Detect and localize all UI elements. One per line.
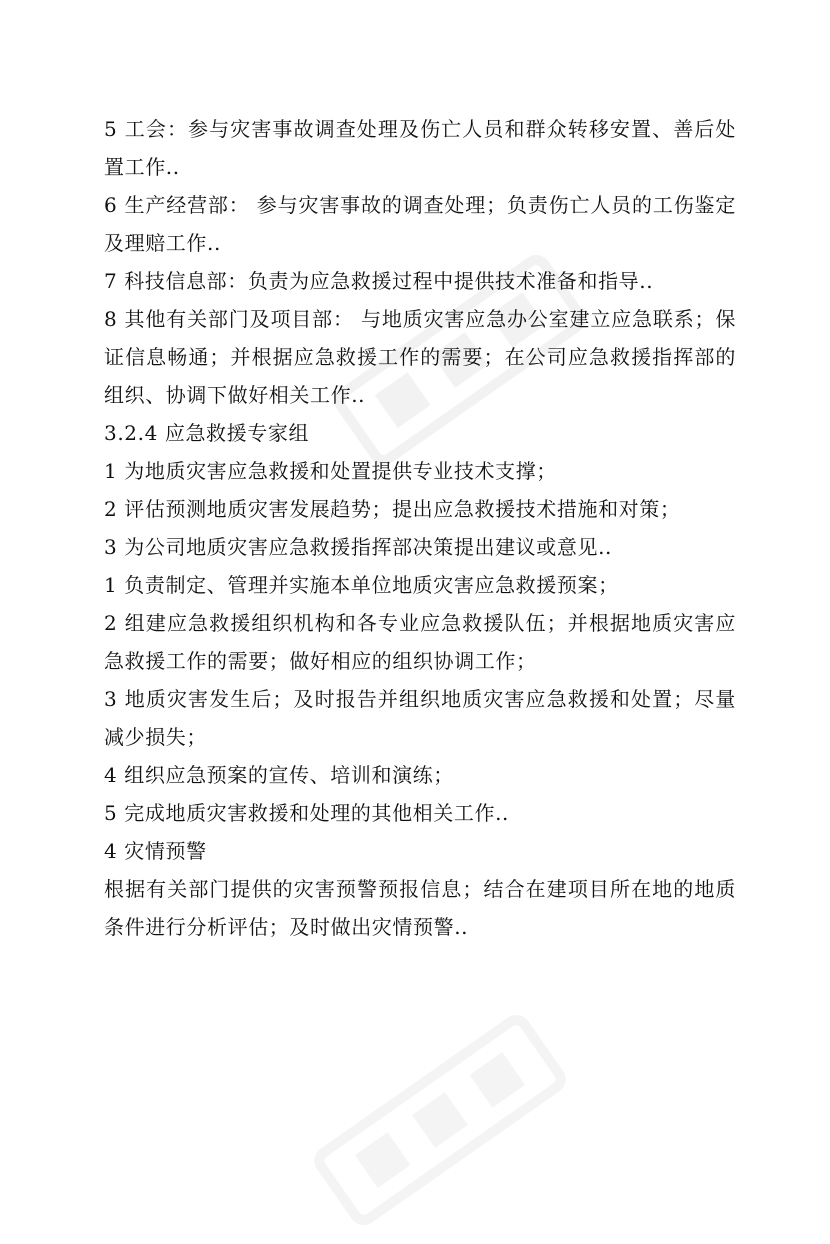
paragraph-duty-5: 5 完成地质灾害救援和处理的其他相关工作..	[104, 801, 509, 825]
paragraph-warning: 根据有关部门提供的灾害预警预报信息；结合在建项目所在地的地质条件进行分析评估；及时做出灾情预警..	[104, 877, 736, 939]
paragraph-other-departments: 8 其他有关部门及项目部： 与地质灾害应急办公室建立应急联系；保证信息畅通；并根据应急救援工作的需要；在公司应急救援指挥部的组织、协调下做好相关工作..	[104, 307, 736, 407]
paragraph-tech-info: 7 科技信息部：负责为应急救援过程中提供技术准备和指导..	[104, 269, 654, 293]
paragraph-union: 5 工会：参与灾害事故调查处理及伤亡人员和群众转移安置、善后处置工作..	[104, 117, 736, 179]
section-heading-expert-group: 3.2.4 应急救援专家组	[104, 421, 310, 445]
section-heading-disaster-warning: 4 灾情预警	[104, 839, 207, 863]
paragraph-duty-2: 2 组建应急救援组织机构和各专业应急救援队伍；并根据地质灾害应急救援工作的需要；做好相应的组织协调工作；	[104, 611, 736, 673]
paragraph-duty-4: 4 组织应急预案的宣传、培训和演练；	[104, 763, 454, 787]
paragraph-expert-1: 1 为地质灾害应急救援和处置提供专业技术支撑；	[104, 459, 557, 483]
watermark-stamp-icon	[299, 996, 581, 1243]
paragraph-expert-2: 2 评估预测地质灾害发展趋势；提出应急救援技术措施和对策；	[104, 497, 681, 521]
paragraph-expert-3: 3 为公司地质灾害应急救援指挥部决策提出建议或意见..	[104, 535, 612, 559]
paragraph-production: 6 生产经营部： 参与灾害事故的调查处理；负责伤亡人员的工伤鉴定及理赔工作..	[104, 193, 736, 255]
paragraph-duty-3: 3 地质灾害发生后；及时报告并组织地质灾害应急救援和处置；尽量减少损失；	[104, 687, 736, 749]
document-body	[104, 110, 736, 946]
paragraph-duty-1: 1 负责制定、管理并实施本单位地质灾害应急救援预案；	[104, 573, 619, 597]
